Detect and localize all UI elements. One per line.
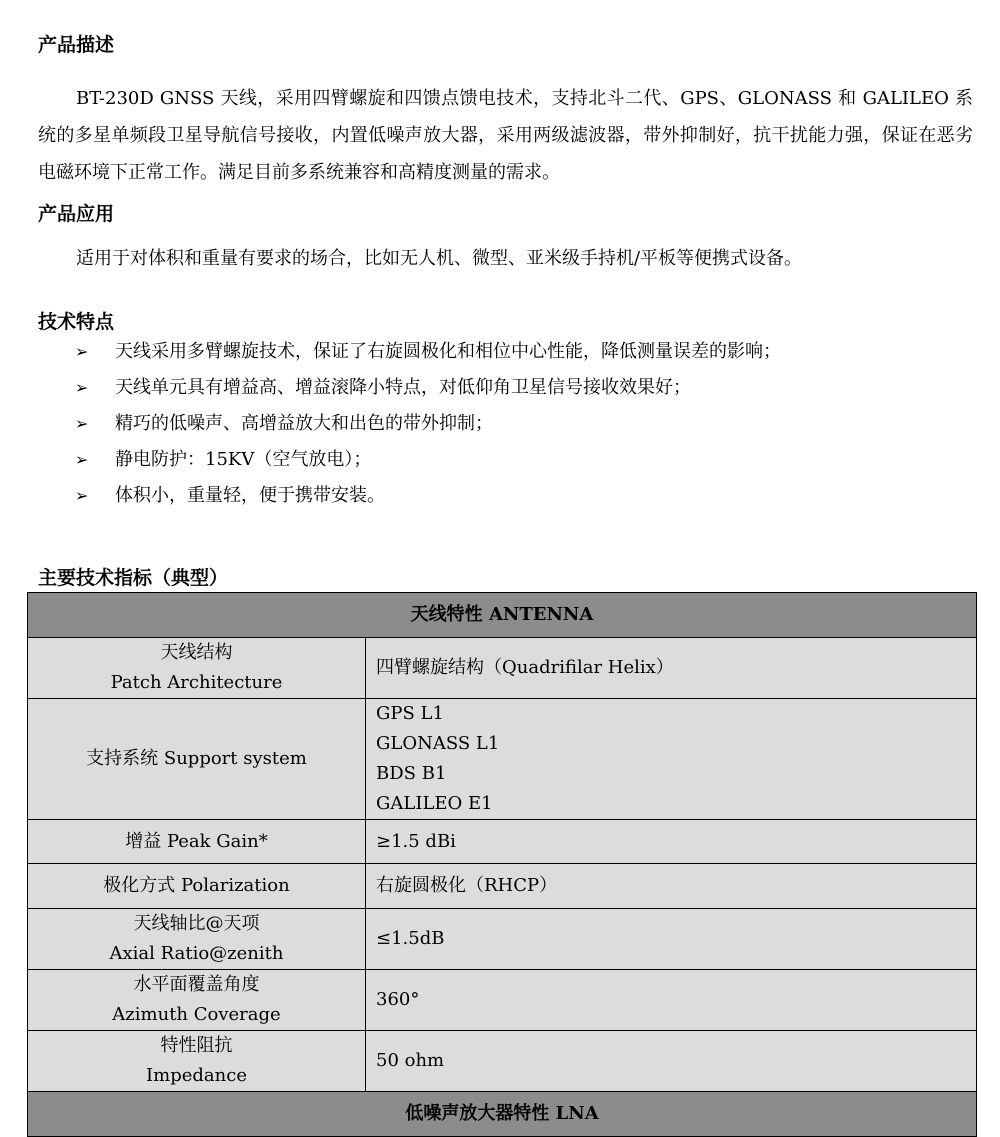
table-row [28, 970, 977, 1031]
arrow-bullet-icon: ➢ [75, 378, 89, 397]
spec-label [28, 970, 366, 1031]
arrow-bullet-icon: ➢ [75, 486, 89, 505]
table-row [28, 638, 977, 699]
tech-features-list [75, 334, 781, 514]
feature-text: 精巧的低噪声、高增益放大和出色的带外抑制； [115, 413, 493, 434]
spec-value: ≤1.5dB [366, 909, 977, 970]
label-en: Axial Ratio@zenith [109, 943, 284, 964]
spec-value: 四臂螺旋结构（Quadrifilar Helix） [366, 638, 977, 699]
list-item [75, 442, 781, 478]
product-description-text: BT-230D GNSS 天线，采用四臂螺旋和四馈点馈电技术，支持北斗二代、GPS、GLONASS 和 GALILEO 系统的多星单频段卫星导航信号接收，内置低噪声放大器，采用两级滤波器，带外抑制好，抗干扰能力强，保证在恶劣电磁环境下正常工作。满足目前多系统兼容和高精度测量的需求。 [38, 88, 973, 183]
label-cn: 天线结构 [160, 642, 233, 663]
label-en: Impedance [146, 1065, 247, 1086]
label-cn: 特性阻抗 [160, 1035, 233, 1056]
feature-text: 静电防护：15KV（空气放电）； [115, 449, 372, 470]
feature-text: 天线单元具有增益高、增益滚降小特点，对低仰角卫星信号接收效果好； [115, 377, 691, 398]
tech-features-heading: 技术特点 [38, 311, 115, 333]
spec-heading: 主要技术指标（典型） [38, 567, 229, 589]
spec-value: ≥1.5 dBi [366, 820, 977, 864]
spec-label [28, 1031, 366, 1092]
product-application-text: 适用于对体积和重量有要求的场合，比如无人机、微型、亚米级手持机/平板等便携式设备。 [76, 248, 803, 269]
spec-value: 360° [366, 970, 977, 1031]
spec-value: 50 ohm [366, 1031, 977, 1092]
system-value: BDS B1 [376, 763, 447, 784]
table-section-row [28, 593, 977, 638]
table-row [28, 1031, 977, 1092]
product-description-heading: 产品描述 [38, 34, 115, 56]
spec-value [366, 699, 977, 820]
feature-text: 天线采用多臂螺旋技术，保证了右旋圆极化和相位中心性能，降低测量误差的影响； [115, 341, 781, 362]
table-row [28, 864, 977, 909]
system-value: GLONASS L1 [376, 733, 500, 754]
table-row [28, 699, 977, 820]
arrow-bullet-icon: ➢ [75, 342, 89, 361]
label-cn: 水平面覆盖角度 [133, 974, 260, 995]
table-section-row [28, 1092, 977, 1137]
list-item [75, 334, 781, 370]
spec-table [27, 592, 977, 1137]
arrow-bullet-icon: ➢ [75, 450, 89, 469]
feature-text: 体积小，重量轻，便于携带安装。 [115, 485, 385, 506]
spec-label: 支持系统 Support system [28, 699, 366, 820]
table-row [28, 820, 977, 864]
list-item [75, 370, 781, 406]
spec-label [28, 638, 366, 699]
label-cn: 天线轴比@天项 [133, 913, 260, 934]
list-item [75, 478, 781, 514]
system-value: GPS L1 [376, 703, 444, 724]
label-en: Azimuth Coverage [112, 1004, 281, 1025]
lna-section-title: 低噪声放大器特性 LNA [28, 1092, 977, 1137]
table-row [28, 909, 977, 970]
spec-label [28, 909, 366, 970]
spec-value: 右旋圆极化（RHCP） [366, 864, 977, 909]
spec-label: 极化方式 Polarization [28, 864, 366, 909]
list-item [75, 406, 781, 442]
label-en: Patch Architecture [110, 672, 283, 693]
spec-label: 增益 Peak Gain* [28, 820, 366, 864]
antenna-section-title: 天线特性 ANTENNA [28, 593, 977, 638]
system-value: GALILEO E1 [376, 793, 493, 814]
arrow-bullet-icon: ➢ [75, 414, 89, 433]
product-application-heading: 产品应用 [38, 203, 115, 225]
